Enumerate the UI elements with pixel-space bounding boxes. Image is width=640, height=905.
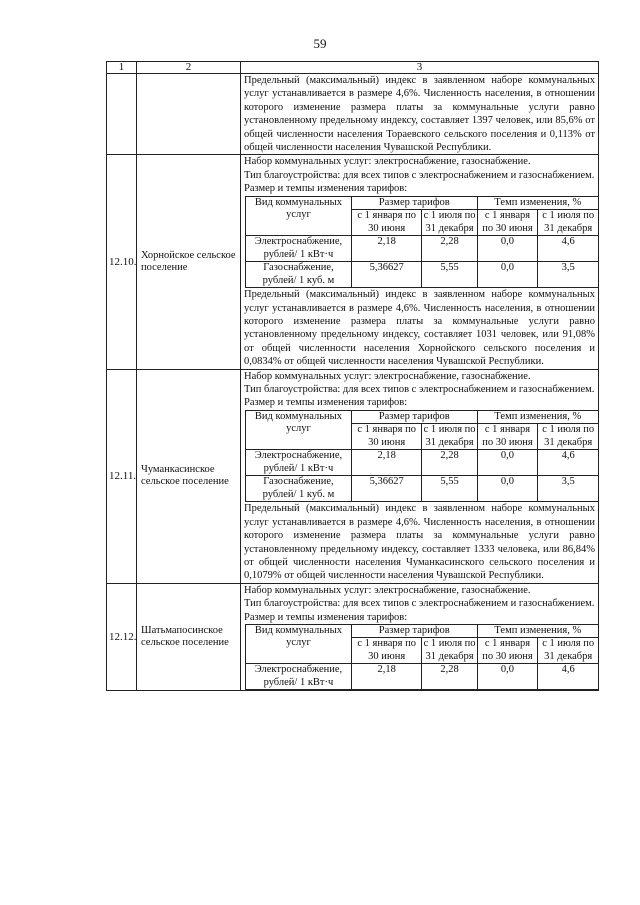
column-header-row: [107, 62, 599, 74]
tariff-label: Размер и темпы изменения тарифов:: [244, 183, 408, 195]
limit-index-paragraph: Предельный (максимальный) индекс в заявленном наборе коммунальных услуг устанавливается в размере 4,6%. Численность населения, в отношении которого изменение размера платы за коммунальные услуги равно установленному предельному индексу, составляет 1333 человека, или 86,84% от общей численности населения Чуманкасинского сельского поселения и 0,1079% от общей численности населения Чувашской Республики.: [244, 503, 595, 582]
tariff-table: [106, 61, 599, 691]
tariff-size-header: Размер тарифов: [351, 196, 477, 210]
settlement-name: Шатьмапосинское сельское поселение: [137, 583, 241, 691]
continuation-row: [107, 74, 599, 155]
tariff-value: 2,18: [351, 664, 422, 690]
period-p4: с 1 июля по 31 декабря: [538, 638, 599, 664]
tariff-value: 3,5: [538, 262, 599, 288]
subtable-header: [246, 624, 599, 638]
subtable-header: [246, 196, 599, 210]
tariff-size-header: Размер тарифов: [351, 624, 477, 638]
tariff-value: 0,0: [477, 476, 538, 502]
service-kind-header: Вид коммунальных услуг: [246, 196, 352, 236]
service-kind: Газоснабжение, рублей/ 1 куб. м: [246, 476, 352, 502]
tariff-row: [246, 450, 599, 476]
period-p2: с 1 июля по 31 декабря: [423, 424, 476, 448]
tariff-value: 5,36627: [351, 262, 422, 288]
period-p2: с 1 июля по 31 декабря: [423, 210, 476, 234]
tariff-label: Размер и темпы изменения тарифов:: [244, 397, 408, 409]
tariff-value: 2,28: [422, 664, 477, 690]
continuation-paragraph: Предельный (максимальный) индекс в заявленном наборе коммунальных услуг устанавливается в размере 4,6%. Численность населения, в отношении которого изменение размера платы за коммунальные услуги равно установленному предельному индексу, составляет 1397 человек, или 85,6% от общей численности населения Тораевского сельского поселения и 0,113% от общей численности населения Чувашской Республики.: [241, 74, 599, 155]
period-p3: с 1 января по 30 июня: [477, 424, 538, 450]
tariff-value: 0,0: [477, 262, 538, 288]
row-number: 12.10.: [107, 155, 137, 369]
tariff-value: 3,5: [538, 476, 599, 502]
service-kind: Электроснабжение, рублей/ 1 кВт·ч: [246, 664, 352, 690]
limit-index-paragraph: Предельный (максимальный) индекс в заявленном наборе коммунальных услуг устанавливается в размере 4,6%. Численность населения, в отношении которого изменение размера платы за коммунальные услуги равно установленному предельному индексу, составляет 1031 человек, или 91,08% от общей численности населения Хорнойского сельского поселения и 0,0834% от общей численности населения Чувашской Республики.: [244, 289, 595, 368]
tariff-value: 2,18: [351, 236, 422, 262]
settlement-description: [241, 155, 599, 369]
period-p1: с 1 января по 30 июня: [351, 210, 422, 236]
service-kind: Электроснабжение, рублей/ 1 кВт·ч: [246, 236, 352, 262]
settlement-row: [107, 369, 599, 583]
tariff-row: [246, 476, 599, 502]
settlement-row: [107, 583, 599, 691]
row-number: 12.12.: [107, 583, 137, 691]
row-number: 12.11.: [107, 369, 137, 583]
tariff-row: [246, 262, 599, 288]
tariff-subtable: [245, 196, 599, 289]
page-number: 59: [313, 36, 327, 51]
period-p3: с 1 января по 30 июня: [477, 210, 538, 236]
tariff-label: Размер и темпы изменения тарифов:: [244, 611, 408, 623]
tariff-value: 4,6: [538, 236, 599, 262]
service-kind-header: Вид коммунальных услуг: [246, 624, 352, 664]
tariff-size-header: Размер тарифов: [351, 410, 477, 424]
services-set: Набор коммунальных услуг: электроснабжение, газоснабжение.: [244, 156, 531, 168]
tariff-value: 0,0: [477, 236, 538, 262]
service-kind: Газоснабжение, рублей/ 1 куб. м: [246, 262, 352, 288]
services-set: Набор коммунальных услуг: электроснабжение, газоснабжение.: [244, 370, 531, 382]
tariff-value: 0,0: [477, 450, 538, 476]
tariff-value: 2,18: [351, 450, 422, 476]
column-header-1: 1: [107, 62, 137, 74]
settlement-row: [107, 155, 599, 369]
tariff-value: 5,55: [422, 476, 477, 502]
column-header-3: 3: [241, 62, 599, 74]
period-p3: с 1 января по 30 июня: [477, 638, 538, 664]
change-rate-header: Темп изменения, %: [477, 624, 598, 638]
services-set: Набор коммунальных услуг: электроснабжение, газоснабжение.: [244, 584, 531, 596]
tariff-value: 4,6: [538, 664, 599, 690]
improvement-type: Тип благоустройства: для всех типов с электроснабжением и газоснабжением.: [244, 598, 595, 610]
service-kind: Электроснабжение, рублей/ 1 кВт·ч: [246, 450, 352, 476]
period-p4: с 1 июля по 31 декабря: [538, 424, 599, 450]
tariff-row: [246, 664, 599, 690]
tariff-row: [246, 236, 599, 262]
tariff-value: 5,36627: [351, 476, 422, 502]
period-p1: с 1 января по 30 июня: [351, 638, 422, 664]
subtable-header: [246, 410, 599, 424]
period-p2: с 1 июля по 31 декабря: [423, 638, 476, 662]
tariff-subtable: [245, 624, 599, 691]
improvement-type: Тип благоустройства: для всех типов с электроснабжением и газоснабжением.: [244, 169, 595, 181]
tariff-value: 0,0: [477, 664, 538, 690]
settlement-description: [241, 369, 599, 583]
tariff-subtable: [245, 410, 599, 503]
period-p4: с 1 июля по 31 декабря: [538, 210, 599, 236]
period-p1: с 1 января по 30 июня: [351, 424, 422, 450]
improvement-type: Тип благоустройства: для всех типов с электроснабжением и газоснабжением.: [244, 384, 595, 395]
settlement-name: Хорнойское сельское поселение: [137, 155, 241, 369]
settlement-description: [241, 583, 599, 691]
change-rate-header: Темп изменения, %: [477, 196, 598, 210]
column-header-2: 2: [137, 62, 241, 74]
settlement-name: Чуманкасинское сельское поселение: [137, 369, 241, 583]
tariff-value: 5,55: [422, 262, 477, 288]
service-kind-header: Вид коммунальных услуг: [246, 410, 352, 450]
tariff-value: 2,28: [422, 236, 477, 262]
tariff-value: 4,6: [538, 450, 599, 476]
tariff-value: 2,28: [422, 450, 477, 476]
change-rate-header: Темп изменения, %: [477, 410, 598, 424]
